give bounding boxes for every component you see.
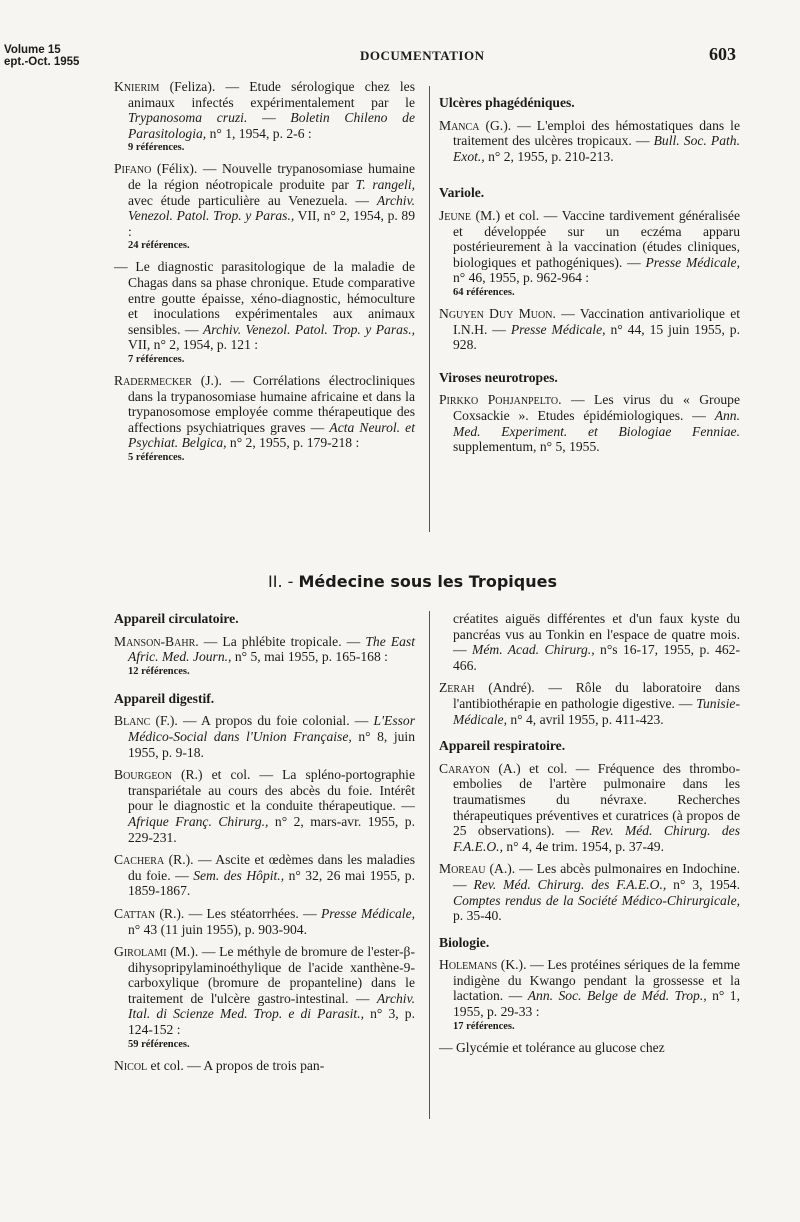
entry-author: Carayon <box>439 760 490 776</box>
reference-count: 64 références. <box>453 286 515 298</box>
entry-author: Cattan <box>114 905 156 921</box>
bottom-right-column <box>439 611 740 1062</box>
bibliography-entry: Manson-Bahr. — La phlébite tropicale. — The East Afric. Med. Journ., n° 5, mai 1955, p. 165-168 : 12 références. <box>114 633 415 677</box>
reference-count: 17 références. <box>453 1020 515 1032</box>
column-divider-top <box>429 86 430 532</box>
reference-count: 5 références. <box>128 451 185 463</box>
entry-author: Zerah <box>439 680 475 696</box>
bibliography-entry: — Glycémie et tolérance au glucose chez <box>439 1039 665 1055</box>
reference-count: 7 références. <box>128 353 185 365</box>
bibliography-entry: Knierim (Feliza). — Etude sérologique chez les animaux infectés expérimentalement par le Trypanosoma cruzi. — Boletin Chileno de Parasitologia, n° 1, 1954, p. 2-6 : 9 références. <box>114 79 416 154</box>
bibliography-entry: Cachera (R.). — Ascite et œdèmes dans les maladies du foie. — Sem. des Hôpit., n° 32, 26 mai 1955, p. 1859-1867. <box>114 852 415 899</box>
volume-period: ept.-Oct. 1955 <box>4 56 80 68</box>
bibliography-entry: Blanc (F.). — A propos du foie colonial. — L'Essor Médico-Social dans l'Union Française, n° 8, juin 1955, p. 9-18. <box>114 713 415 760</box>
subsection-heading: Appareil digestif. <box>114 690 215 706</box>
subsection-heading: Biologie. <box>439 934 490 950</box>
section-name: Médecine sous les Tropiques <box>298 572 557 591</box>
page-number: 603 <box>709 44 736 64</box>
entry-author: Pifano <box>114 161 152 177</box>
top-right-column <box>439 95 740 462</box>
subsection-heading: Appareil circulatoire. <box>114 611 239 626</box>
reference-count: 12 références. <box>128 665 190 677</box>
entry-author: Knierim <box>114 79 160 94</box>
entry-author: Jeune <box>439 207 471 223</box>
bibliography-entry: Cattan (R.). — Les stéatorrhées. — Presse Médicale, n° 43 (11 juin 1955), p. 903-904. <box>114 905 416 937</box>
bibliography-entry: Bourgeon (R.) et col. — La spléno-portographie transpariétale au cours des abcès du foie. Intérêt pour le diagnostic et la conduite thérapeutique. — Afrique Franç. Chirurg., n° 2, mars-avr. 1955, p. 229-231. <box>114 767 415 845</box>
subsection-heading: Variole. <box>439 185 485 201</box>
entry-continuation: créatites aiguës différentes et d'un faux kyste du pancréas vus au Tonkin en l'espace de quatre mois. — Mém. Acad. Chirurg., n°s 16-17, 1955, p. 462-466. <box>453 611 741 673</box>
bibliography-entry: Nicol et col. — A propos de trois pan- <box>114 1057 325 1073</box>
entry-author: Cachera <box>114 852 165 868</box>
entry-author: Nicol <box>114 1057 148 1073</box>
entry-author: Bourgeon <box>114 767 172 783</box>
reference-count: 59 références. <box>128 1038 190 1050</box>
running-title: DOCUMENTATION <box>360 48 485 63</box>
bibliography-entry: — Le diagnostic parasitologique de la maladie de Chagas dans sa phase chronique. Etude comparative entre goutte épaisse, xéno-diagnostic, hémoculture et inoculations expérimentales aux animaux sensibles. — Archiv. Venezol. Patol. Trop. y Paras., VII, n° 2, 1954, p. 121 : 7 références. <box>114 259 416 365</box>
volume-number: Volume 15 <box>4 44 61 56</box>
entry-author: Pirkko Pohjanpelto <box>439 392 559 408</box>
bibliography-entry: Holemans (K.). — Les protéines sériques de la femme indigène du Kwango pendant la grossesse et la lactation. — Ann. Soc. Belge de Méd. Trop., n° 1, 1955, p. 29-33 : 17 références. <box>439 957 740 1032</box>
column-divider-bottom <box>429 611 430 1119</box>
section-title <box>268 572 557 591</box>
bibliography-entry: Girolami (M.). — Le méthyle de bromure de l'ester-β-dihysopripylaminoéthylique de l'acide xanthène-9-carboxylique (bromure de propanteline) dans le traitement de l'ulcère gastro-intestinal. — Archiv. Ital. di Scienze Med. Trop. e di Parasit., n° 3, p. 124-152 : 59 références. <box>114 944 415 1050</box>
bibliography-entry: Radermecker (J.). — Corrélations électrocliniques dans la trypanosomiase humaine africaine et dans la trypanosomose employée comme thérapeutique des affections psychiatriques graves — Acta Neurol. et Psychiat. Belgica, n° 2, 1955, p. 179-218 : 5 références. <box>114 372 415 463</box>
entry-author: Moreau <box>439 861 486 877</box>
bibliography-entry: Pirkko Pohjanpelto. — Les virus du « Groupe Coxsackie ». Etudes épidémiologiques. — Ann. Med. Experiment. et Biologiae Fenniae. supplementum, n° 5, 1955. <box>439 392 740 455</box>
bibliography-entry: Moreau (A.). — Les abcès pulmonaires en Indochine. — Rev. Méd. Chirurg. des F.A.E.O., n° 3, 1954. Comptes rendus de la Société Médico-Chirurgicale, p. 35-40. <box>439 861 741 924</box>
bibliography-entry: Nguyen Duy Muon. — Vaccination antivariolique et I.N.H. — Presse Médicale, n° 44, 15 juin 1955, p. 928. <box>439 305 741 353</box>
bibliography-entry: Pifano (Félix). — Nouvelle trypanosomiase humaine de la région néotropicale produite par T. rangeli, avec étude particulière au Venezuela. — Archiv. Venezol. Patol. Trop. y Paras., VII, n° 2, 1954, p. 89 : 24 références. <box>114 161 416 252</box>
reference-count: 9 références. <box>128 142 185 154</box>
bibliography-entry: Zerah (André). — Rôle du laboratoire dans l'antibiothérapie en pathologie digestive. — Tunisie-Médicale, n° 4, avril 1955, p. 411-423. <box>439 680 740 727</box>
subsection-heading: Ulcères phagédéniques. <box>439 95 575 110</box>
subsection-heading: Appareil respiratoire. <box>439 738 566 754</box>
bottom-left-column <box>114 611 415 1080</box>
bibliography-entry: Manca (G.). — L'emploi des hémostatiques dans le traitement des ulcères tropicaux. — Bull. Soc. Path. Exot., n° 2, 1955, p. 210-213. <box>439 117 740 164</box>
entry-author: Holemans <box>439 957 498 973</box>
bibliography-entry: Jeune (M.) et col. — Vaccine tardivement généralisée et développée sur un eczéma apparu postérieurement à la vaccination (études cliniques, biologiques et pathogéniques). — Presse Médicale, n° 46, 1955, p. 962-964 : 64 références. <box>439 207 740 298</box>
volume-label <box>4 44 79 68</box>
reference-count: 24 références. <box>128 240 190 252</box>
entry-author: Manca <box>439 117 480 133</box>
section-number: II. - <box>268 572 294 591</box>
entry-author: Manson-Bahr <box>114 633 196 649</box>
top-left-column <box>114 79 415 471</box>
entry-author: Blanc <box>114 713 151 729</box>
entry-author: Radermecker <box>114 372 192 388</box>
bibliography-entry: Carayon (A.) et col. — Fréquence des thrombo-embolies de l'artère pulmonaire dans les traumatismes du névraxe. Recherches thérapeutiques préventives et curatrices (à propos de 25 observations). — Rev. Méd. Chirurg. des F.A.E.O., n° 4, 4e trim. 1954, p. 37-49. <box>439 760 740 854</box>
entry-author: Girolami <box>114 944 167 960</box>
entry-author: Nguyen Duy Muon <box>439 305 553 321</box>
subsection-heading: Viroses neurotropes. <box>439 369 558 385</box>
